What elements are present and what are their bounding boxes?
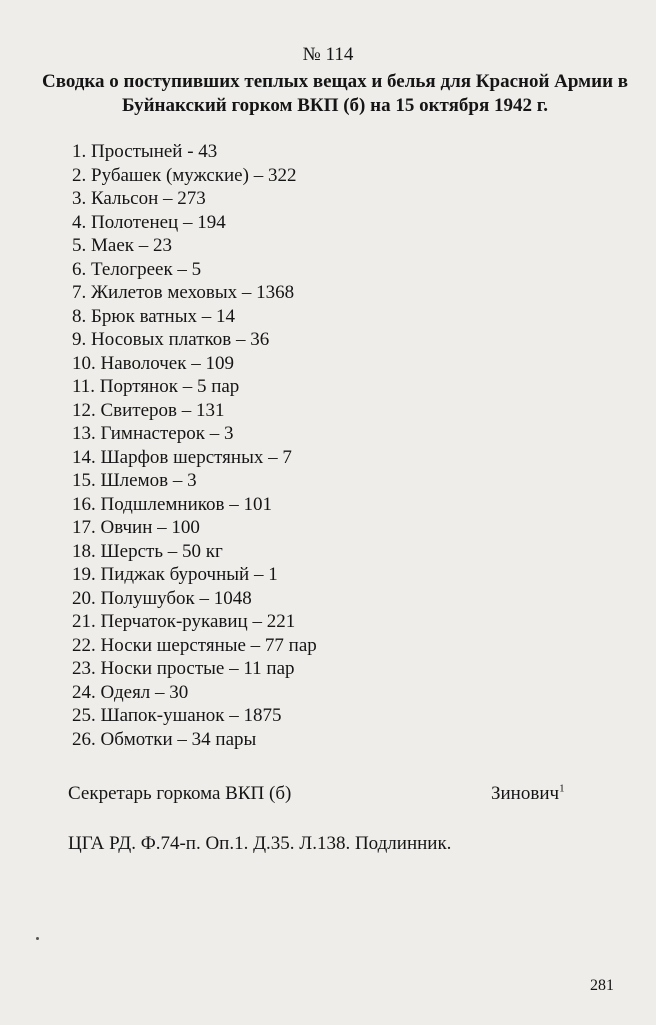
list-item: 18. Шерсть – 50 кг [72,540,223,562]
list-item: 4. Полотенец – 194 [72,211,226,233]
list-item: 10. Наволочек – 109 [72,352,234,374]
list-item: 8. Брюк ватных – 14 [72,305,235,327]
list-item: 6. Телогреек – 5 [72,258,202,280]
signature-row [68,783,568,809]
list-item: 9. Носовых платков – 36 [72,329,270,350]
archive-source: ЦГА РД. Ф.74-п. Оп.1. Д.35. Л.138. Подлинник. [68,833,452,854]
list-item: 12. Свитеров – 131 [72,399,225,421]
list-item: 24. Одеял – 30 [72,681,189,703]
footnote-mark: 1 [559,782,565,795]
signature-name: Зинович [491,783,560,804]
list-item: 14. Шарфов шерстяных – 7 [72,446,292,468]
list-item: 15. Шлемов – 3 [72,470,197,491]
signature-name-block [491,783,565,805]
list-item: 17. Овчин – 100 [72,517,200,538]
list-item: 1. Простыней - 43 [72,141,218,162]
list-item: 7. Жилетов меховых – 1368 [72,282,295,303]
list-item: 11. Портянок – 5 пар [72,376,240,397]
document-number: № 114 [302,44,354,65]
signature-position: Секретарь горкома ВКП (б) [68,783,292,804]
ink-spot [36,937,39,940]
list-item: 3. Кальсон – 273 [72,188,206,209]
list-item: 22. Носки шерстяные – 77 пар [72,634,317,656]
page-number: 281 [590,977,614,994]
list-item: 19. Пиджак бурочный – 1 [72,564,278,585]
list-item: 2. Рубашек (мужские) – 322 [72,164,297,186]
list-item: 16. Подшлемников – 101 [72,493,272,515]
list-item: 25. Шапок-ушанок – 1875 [72,705,282,726]
list-item: 26. Обмотки – 34 пары [72,728,257,750]
list-item: 23. Носки простые – 11 пар [72,658,295,679]
list-item: 13. Гимнастерок – 3 [72,423,234,444]
document-title: Сводка о поступивших теплых вещах и белья для Красной Армии в Буйнакский горком ВКП (б) на 15 октября 1942 г. [41,71,629,116]
items-list [72,140,317,751]
list-item: 21. Перчаток-рукавиц – 221 [72,611,296,632]
list-item: 5. Маек – 23 [72,235,172,256]
list-item: 20. Полушубок – 1048 [72,587,252,609]
